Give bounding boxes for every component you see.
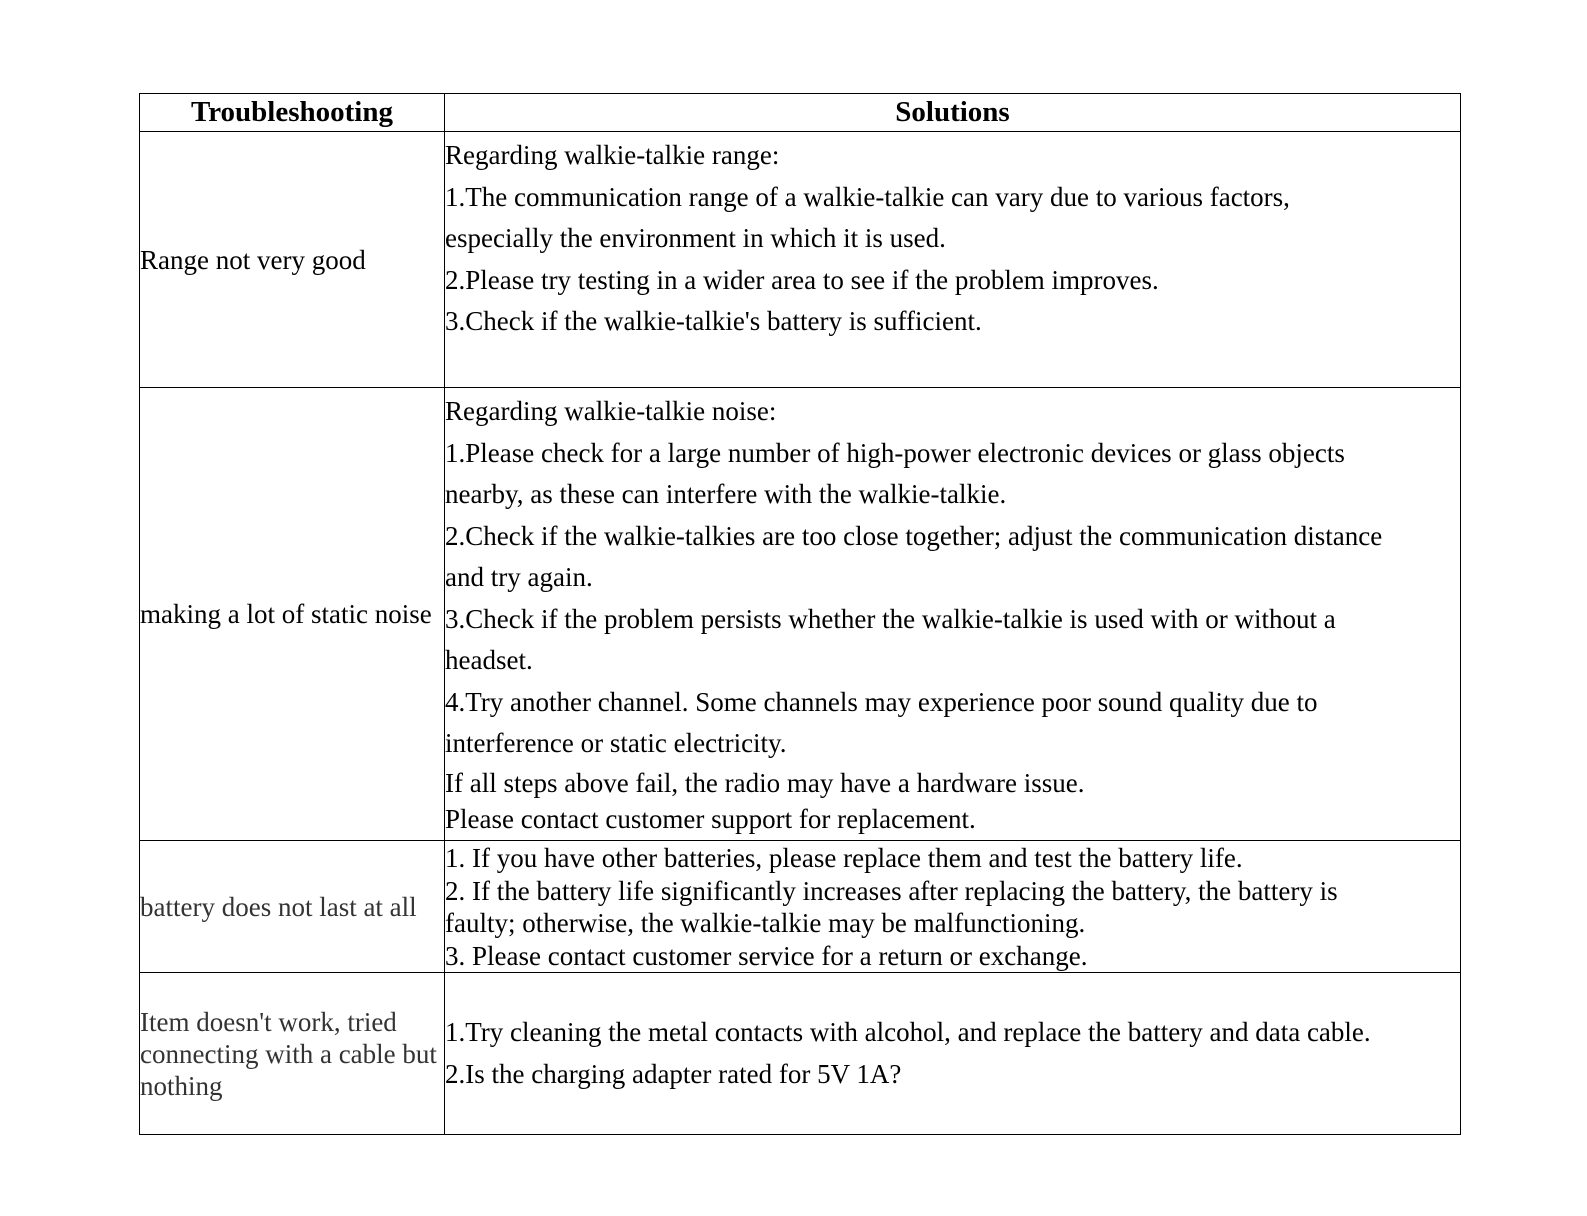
solution-cell [445,132,1461,388]
solution-line: 4.Try another channel. Some channels may experience poor sound quality due to [445,686,1318,717]
solution-line: 3.Check if the problem persists whether the walkie-talkie is used with or without a [445,603,1336,634]
table-row [140,841,1461,973]
solution-line: 2.Is the charging adapter rated for 5V 1A? [445,1058,902,1089]
solution-line: 3.Check if the walkie-talkie's battery is sufficient. [445,306,982,336]
solution-line: headset. [445,645,533,675]
solution-line: Please contact customer support for replacement. [445,803,976,834]
header-troubleshooting: Troubleshooting [140,94,445,132]
solution-cell [445,388,1461,841]
solution-line: 2. If the battery life significantly increases after replacing the battery, the battery is [445,875,1338,906]
solution-line: 1.Please check for a large number of high-power electronic devices or glass objects [445,437,1345,468]
solution-line: Regarding walkie-talkie range: [445,140,780,170]
solution-line: 2.Please try testing in a wider area to see if the problem improves. [445,264,1159,295]
problem-cell: Item doesn't work, tried connecting with a cable but nothing [140,973,445,1135]
solution-line: 1.Try cleaning the metal contacts with alcohol, and replace the battery and data cable. [445,1017,1371,1047]
solution-line: 1. If you have other batteries, please replace them and test the battery life. [445,843,1243,873]
table-row [140,973,1461,1135]
solution-line: 3. Please contact customer service for a return or exchange. [445,940,1088,971]
solution-line: interference or static electricity. [445,728,787,758]
problem-cell: Range not very good [140,132,445,388]
solution-line: faulty; otherwise, the walkie-talkie may be malfunctioning. [445,908,1086,938]
solution-cell [445,841,1461,973]
solution-cell [445,973,1461,1135]
solution-line: and try again. [445,562,593,592]
problem-cell: making a lot of static noise [140,388,445,841]
solution-line: If all steps above fail, the radio may have a hardware issue. [445,767,1085,798]
solution-line: 2.Check if the walkie-talkies are too close together; adjust the communication distance [445,520,1383,551]
solution-line: Regarding walkie-talkie noise: [445,396,777,426]
troubleshooting-table [139,93,1461,1135]
table-row [140,388,1461,841]
solution-line: especially the environment in which it is used. [445,223,946,253]
problem-cell: battery does not last at all [140,841,445,973]
solution-line: nearby, as these can interfere with the walkie-talkie. [445,479,1007,509]
table-row [140,132,1461,388]
table-header-row [140,94,1461,132]
solution-line: 1.The communication range of a walkie-talkie can vary due to various factors, [445,181,1290,212]
header-solutions: Solutions [445,94,1461,132]
